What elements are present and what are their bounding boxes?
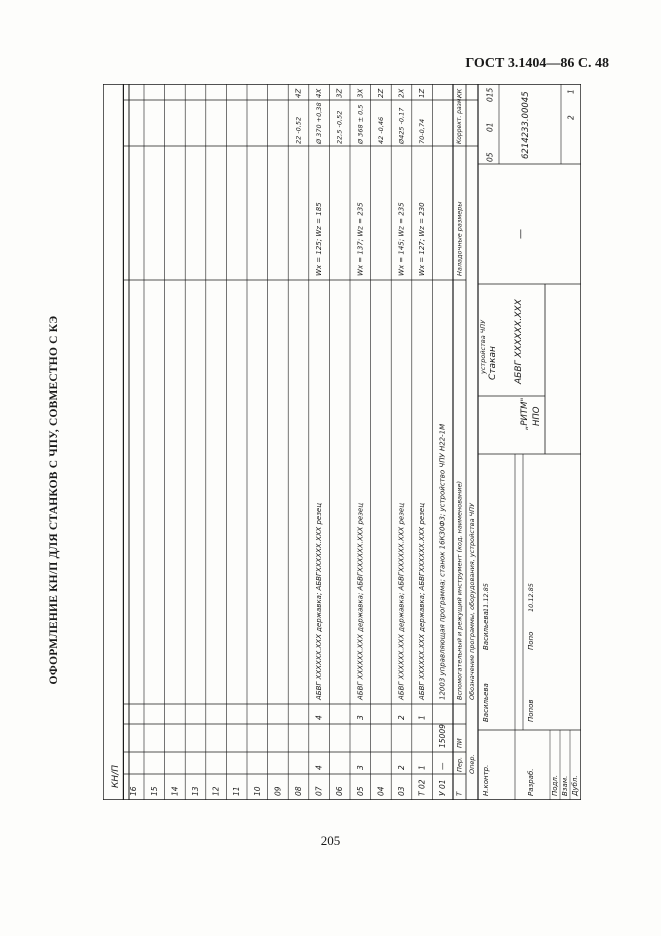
row-pi: 2 xyxy=(397,715,406,720)
row-oper: 2 xyxy=(397,765,406,770)
row-number: 03 xyxy=(397,786,406,796)
row-number: 07 xyxy=(314,786,324,796)
col-header-designation: Обозначение программы, оборудования, устройства ЧПУ xyxy=(468,503,476,700)
approval-nkontr-label: Н.контр. xyxy=(482,764,490,796)
shop: 05 xyxy=(485,152,495,162)
col-header-oper: Опер. xyxy=(468,754,476,774)
row-text: АБВГ XXXXXX.XXX державка; АБВГXXXXXX.XXX резец xyxy=(356,503,365,700)
row-text: АБВГ XXXXXX.XXX державка; АБВГXXXXXX.XXX резец xyxy=(315,503,324,700)
approval-developer: Попов xyxy=(527,699,535,722)
left-label: Дубл. xyxy=(571,775,579,796)
section: 01 xyxy=(485,122,495,132)
form-grid xyxy=(103,84,581,800)
row-kk: 2Z xyxy=(376,88,385,98)
row-number: 05 xyxy=(355,786,365,796)
col-header-correct: Коррект. разм. xyxy=(456,96,463,144)
row-kk: 4Z xyxy=(294,88,303,98)
approval-developer-sign: Попо xyxy=(527,631,535,650)
row-number: 15 xyxy=(149,786,159,796)
left-label: Подл. xyxy=(551,774,559,796)
row-number: 11 xyxy=(232,786,242,796)
row-number: 04 xyxy=(376,786,386,796)
left-label: Взам. xyxy=(561,775,569,796)
doc-number: 6214233.00045 xyxy=(521,91,531,159)
row-per: 15009 xyxy=(438,724,448,748)
row-oper: — xyxy=(438,762,448,770)
row-setup: Wx = 145; Wz = 235 xyxy=(397,202,406,276)
page-number: 205 xyxy=(320,833,341,848)
row-kk: 3X xyxy=(356,88,365,98)
row-number: У 01 xyxy=(438,779,448,796)
row-text: АБВГ XXXXXX.XXX державка; АБВГXXXXXX.XXX резец xyxy=(397,503,406,700)
row-kk: 3Z xyxy=(335,88,344,98)
row-setup: Wx = 127; Wz = 230 xyxy=(418,202,427,276)
row-number: 08 xyxy=(294,786,303,796)
row-number: 14 xyxy=(170,786,180,796)
row-number: 13 xyxy=(191,786,200,796)
row-dim: 42 -0,46 xyxy=(376,116,385,144)
side-title: ОФОРМЛЕНИЕ КН/П ДЛЯ СТАНКОВ С ЧПУ, СОВМЕСТНО С КЭ xyxy=(48,315,60,685)
process-card-form xyxy=(103,84,581,800)
sheet: 1 xyxy=(566,89,576,94)
approval-nkontr-sign: Васильева xyxy=(482,611,490,650)
col-header-kk: КК xyxy=(455,88,464,98)
dash: — xyxy=(515,229,527,239)
sheets: 2 xyxy=(566,115,576,120)
row-number: 10 xyxy=(252,786,262,796)
approval-nkontr-date: 11.12.85 xyxy=(482,583,490,612)
org: НПО xyxy=(532,406,542,426)
row-kk: 1Z xyxy=(418,88,427,98)
row-kk: 4X xyxy=(315,88,324,98)
row-setup: Wx = 137; Wz = 235 xyxy=(356,202,365,276)
operation: 015 xyxy=(485,87,495,102)
col-header-type: Т xyxy=(455,791,464,796)
row-number: Т 02 xyxy=(417,779,427,796)
row-pi: 1 xyxy=(417,715,427,720)
row-number: 06 xyxy=(335,786,345,796)
row-text: АБВГ XXXXXX.XXX державка; АБВГXXXXXX.XXX резец xyxy=(418,503,427,700)
row-number: 12 xyxy=(211,786,221,796)
org-name: „РИТМ" xyxy=(520,397,530,430)
footer-label: КН/П xyxy=(111,765,121,788)
row-number: 16 xyxy=(129,786,139,796)
row-pi: 4 xyxy=(314,715,324,720)
row-pi: 3 xyxy=(355,715,365,720)
row-setup: Wx = 125; Wz = 185 xyxy=(315,202,324,276)
approval-nkontr-name: Васильева xyxy=(482,683,490,722)
row-dim: Ø425 -0,17 xyxy=(397,107,406,144)
row-text: 12003 управляющая программа; станок 16К30Ф3; устройство ЧПУ Н22-1М xyxy=(438,423,447,700)
row-number: 09 xyxy=(273,786,283,796)
approval-developed-date: 10.12.85 xyxy=(527,583,535,612)
machine-note: устройства ЧПУ xyxy=(479,319,487,374)
row-dim: 22,5 -0,52 xyxy=(335,110,344,144)
row-dim: Ø 368 ± 0,5 xyxy=(356,104,365,144)
col-header-aux-tool: Вспомогательный и режущий инструмент (код, наименование) xyxy=(455,480,464,700)
row-dim: 70-0,74 xyxy=(418,118,427,144)
drawing-code: АБВГ XXXXXX.XXX xyxy=(514,299,524,384)
col-header-per: Пер. xyxy=(455,756,464,772)
standard-header: ГОСТ 3.1404—86 С. 48 xyxy=(465,56,609,71)
approval-developed-label: Разраб. xyxy=(527,768,535,796)
part-name: Стакан xyxy=(488,346,498,380)
row-kk: 2X xyxy=(397,88,406,98)
col-header-setup: Наладочные размеры xyxy=(455,201,464,276)
col-header-pi: ПИ xyxy=(455,738,464,748)
row-oper: 1 xyxy=(417,765,427,770)
row-oper: 4 xyxy=(314,765,324,770)
row-oper: 3 xyxy=(355,765,365,770)
row-dim: Ø 370 +0,38 xyxy=(315,102,324,144)
row-dim: 22 -0,52 xyxy=(294,116,303,144)
